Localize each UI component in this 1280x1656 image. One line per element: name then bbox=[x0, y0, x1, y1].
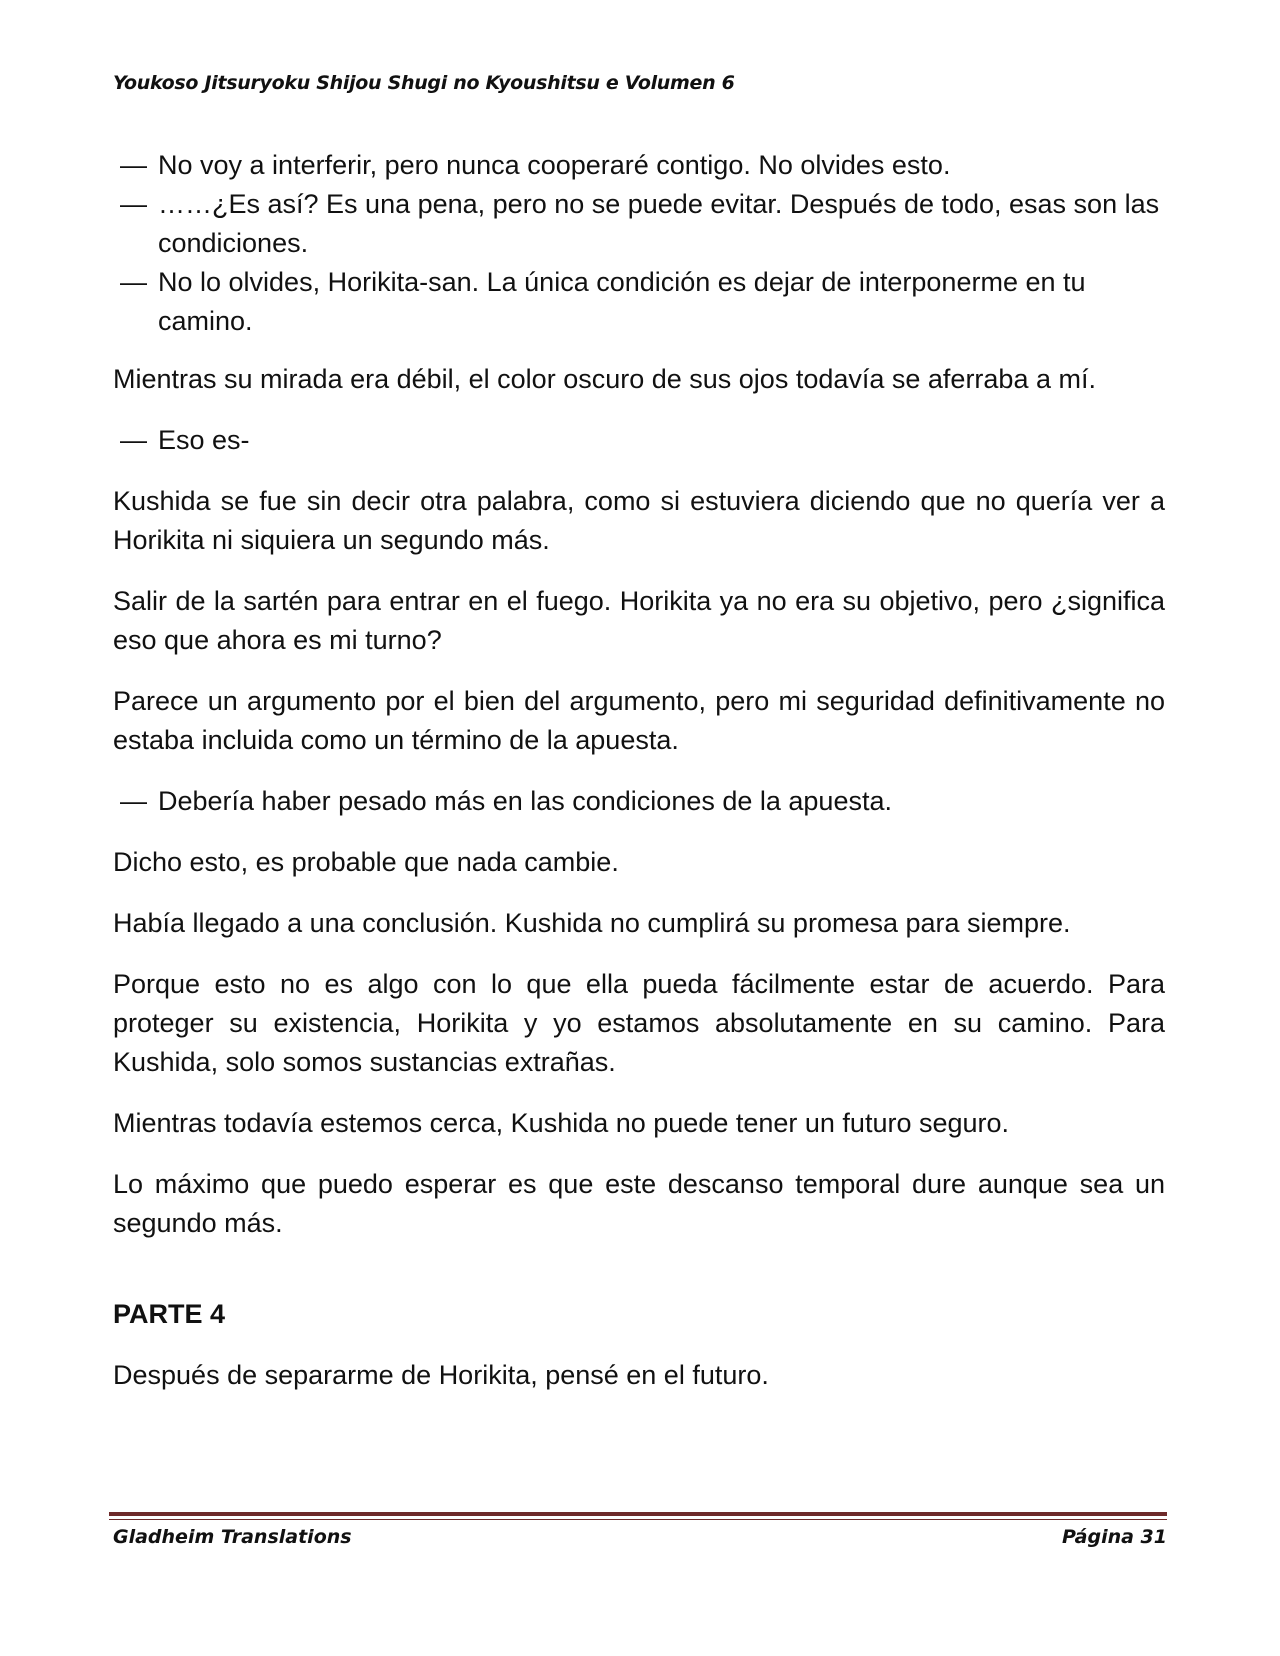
dialogue-dash: — bbox=[120, 189, 147, 219]
paragraph: Dicho esto, es probable que nada cambie. bbox=[113, 847, 619, 877]
dialogue-text: No lo olvides, Horikita-san. La única condición es dejar de interponerme en tu camino. bbox=[158, 267, 1086, 336]
footer-publisher: Gladheim Translations bbox=[113, 1526, 352, 1548]
paragraph: Mientras su mirada era débil, el color oscuro de sus ojos todavía se aferraba a mí. bbox=[113, 364, 1096, 394]
dialogue-line bbox=[113, 421, 1165, 460]
paragraph: Salir de la sartén para entrar en el fuego. Horikita ya no era su objetivo, pero ¿significa eso que ahora es mi turno? bbox=[113, 586, 1165, 655]
dialogue-text: No voy a interferir, pero nunca cooperaré contigo. No olvides esto. bbox=[158, 150, 951, 180]
paragraph: Lo máximo que puedo esperar es que este descanso temporal dure aunque sea un segundo más. bbox=[113, 1169, 1165, 1238]
page-body bbox=[113, 146, 1165, 1395]
dialogue-dash: — bbox=[120, 425, 147, 455]
paragraph: Parece un argumento por el bien del argumento, pero mi seguridad definitivamente no estaba incluida como un término de la apuesta. bbox=[113, 686, 1165, 755]
dialogue-line bbox=[113, 185, 1165, 263]
paragraph: Mientras todavía estemos cerca, Kushida no puede tener un futuro seguro. bbox=[113, 1108, 1010, 1138]
dialogue-dash: — bbox=[120, 267, 147, 297]
dialogue-dash: — bbox=[120, 786, 147, 816]
paragraph: Había llegado a una conclusión. Kushida no cumplirá su promesa para siempre. bbox=[113, 908, 1071, 938]
dialogue-text: ……¿Es así? Es una pena, pero no se puede evitar. Después de todo, esas son las condiciones. bbox=[158, 189, 1160, 258]
footer-page-number: Página 31 bbox=[1061, 1526, 1167, 1548]
footer-divider-thin bbox=[109, 1519, 1167, 1520]
paragraph: Kushida se fue sin decir otra palabra, como si estuviera diciendo que no quería ver a Horikita ni siquiera un segundo más. bbox=[113, 486, 1165, 555]
paragraph: Porque esto no es algo con lo que ella pueda fácilmente estar de acuerdo. Para proteger su existencia, Horikita y yo estamos absolutamente en su camino. Para Kushida, solo somos sustancias extrañas. bbox=[113, 969, 1165, 1077]
dialogue-line bbox=[113, 146, 1165, 185]
dialogue-text: Debería haber pesado más en las condiciones de la apuesta. bbox=[158, 786, 892, 816]
section-heading: PARTE 4 bbox=[113, 1299, 226, 1329]
running-header-title: Youkoso Jitsuryoku Shijou Shugi no Kyoushitsu e Volumen 6 bbox=[113, 72, 735, 94]
dialogue-line bbox=[113, 782, 1165, 821]
dialogue-line bbox=[113, 263, 1165, 341]
footer-divider bbox=[109, 1512, 1167, 1516]
dialogue-dash: — bbox=[120, 150, 147, 180]
dialogue-text: Eso es- bbox=[158, 425, 250, 455]
paragraph: Después de separarme de Horikita, pensé en el futuro. bbox=[113, 1360, 769, 1390]
